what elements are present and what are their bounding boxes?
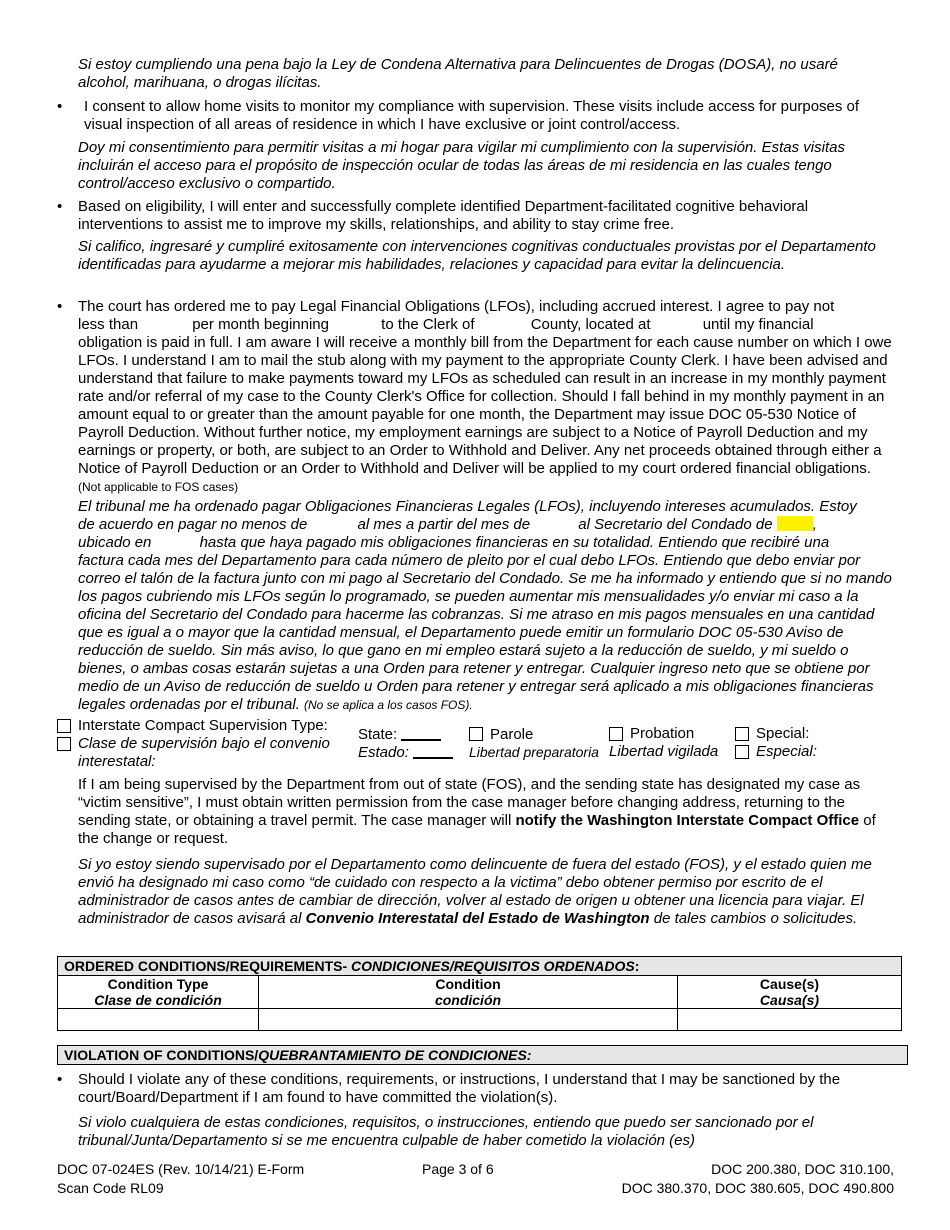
ordered-conditions-header [58,957,902,976]
lfo-en [78,298,893,496]
lfo-en-body [78,334,893,496]
footer-form-number: DOC 07-024ES (Rev. 10/14/21) E-Form [57,1161,305,1177]
lfo-es-ubicado: ubicado en [78,534,152,551]
violation-es: Si violo cualquiera de estas condiciones, requisitos, o instrucciones, entiendo que puedo ser sancionado por el tribunal/Junta/Departamento si se me encuentra culpable de haber cometido la violación (es) [78,1114,814,1149]
violation-header [57,1045,908,1065]
parole-label-es: Libertad preparatoria [469,744,599,760]
lfo-en-county-located: County, located at [530,316,651,333]
special-checkbox[interactable] [735,727,749,741]
interstate-checkbox-en[interactable] [57,719,71,733]
lfo-es-line3 [78,534,893,552]
parole-checkbox[interactable] [469,727,483,741]
fos-en-tail: of the change or request. [78,812,876,847]
violation-header-es: QUEBRANTAMIENTO DE CONDICIONES: [258,1047,532,1063]
bullet: • [57,298,63,315]
lfo-en-rest: obligation is paid in full. I am aware I will receive a monthly bill from the Department for each cause number on which I owe LFOs. I understand I am to mail the stub along with my payment to the appropriate County Clerk. I have been advised and understand that failure to make payments toward my LFOs as scheduled can result in an increase in my monthly payment rate and/or referral of my case to the County Clerk's Office for collection. Should I fall behind in my monthly payment in an amount equal to or greater than the amount payable for one month, the Department may issue DOC 05-530 Notice of Payroll Deduction. Without further notice, my employment earnings are subject to a Notice of Payroll Deduction and my earnings or property, or both, are subject to an Order to Withhold and Deliver. Any net proceeds obtained through either a Notice of Payroll Deduction or an Order to Withhold and Deliver will be applied to my court ordered financial obligations. [78,334,892,477]
cognitive-en: Based on eligibility, I will enter and successfully complete identified Department-facilitated cognitive behavioral interventions to assist me to improve my skills, relationships, and ability to stay crime free. [78,198,809,233]
condition-cell[interactable] [259,1009,678,1031]
bullet: • [57,1071,63,1088]
condition-type-cell[interactable] [58,1009,259,1031]
bullet: • [57,198,63,215]
special-label: Special: [756,725,810,742]
lfo-en-line1: The court has ordered me to pay Legal Financial Obligations (LFOs), including accrued interest. I agree to pay not [78,298,835,315]
lfo-es [78,498,893,714]
fos-es-bold: Convenio Interestatal del Estado de Washington [305,910,650,927]
ordered-header-en: ORDERED CONDITIONS/REQUIREMENTS- [64,958,348,974]
lfo-es-secretario: al Secretario del Condado de [578,516,773,533]
footer-page-number: Page 3 of 6 [422,1161,494,1177]
footer-policy-refs-2: DOC 380.370, DOC 380.605, DOC 490.800 [621,1180,894,1196]
ordered-conditions-table [57,956,902,1031]
col-condition [259,976,678,1009]
footer-policy-refs-1: DOC 200.380, DOC 310.100, [711,1161,894,1177]
cognitive-es: Si califico, ingresaré y cumpliré exitosamente con intervenciones cognitivas conductuales provistas por el Departamento identificadas para ayudarme a mejorar mis habilidades, relaciones y capacidad para evitar la delincuencia. [78,238,876,273]
lfo-es-al-mes: al mes a partir del mes de [357,516,531,533]
ordered-header-colon: : [634,958,640,974]
lfo-en-note: (Not applicable to FOS cases) [78,480,239,494]
lfo-es-body [78,552,893,714]
state-field-es[interactable] [413,743,453,759]
lfo-en-line2 [78,316,893,334]
home-visits-es: Doy mi consentimiento para permitir visitas a mi hogar para vigilar mi cumplimiento con la supervisión. Estas visitas incluirán el acceso para el propósito de inspección ocular de todas las áreas de mi residencia en las cuales tengo control/acceso exclusivo o compartido. [78,139,845,192]
col-condition-type-es: Clase de condición [94,992,222,1008]
col-causes-es: Causa(s) [759,992,820,1008]
lfo-es-line2: de acuerdo en pagar no menos de al mes a partir del mes de al Secretario del Condado de , [78,516,817,533]
special-label-es: Especial: [756,743,817,760]
lfo-es-line1: El tribunal me ha ordenado pagar Obligaciones Financieras Legales (LFOs), incluyendo intereses acumulados. Estoy [78,498,857,515]
state-label-en-text: State: [358,726,398,743]
fos-en [78,776,893,848]
state-label-es [358,743,453,762]
lfo-es-no-menos: de acuerdo en pagar no menos de [78,516,308,533]
causes-cell[interactable] [678,1009,902,1031]
interstate-type-en: Interstate Compact Supervision Type: [78,717,328,734]
state-field[interactable] [401,725,441,741]
fos-en-bold: notify the Washington Interstate Compact Office [515,812,860,829]
lfo-en-per-month: per month beginning [192,316,329,333]
lfo-en-clerk-of: to the Clerk of [381,316,475,333]
lfo-es-hasta: hasta que haya pagado mis obligaciones financieras en su totalidad. Entiendo que recibiré una [199,534,830,551]
state-label-es-text: Estado: [358,744,409,761]
probation-label: Probation [630,725,695,742]
violation-header-en: VIOLATION OF CONDITIONS/ [64,1047,259,1063]
fos-es-text: Si yo estoy siendo supervisado por el Departamento como delincuente de fuera del estado (FOS), y el estado quien me envió ha designado mi caso como “de cuidado con respecto a la victima” debo obtener permiso por escrito de el administrador de casos antes de cambiar de dirección, volver al estado de origen u obtener una licencia para viajar. El administrador de casos avisará al [78,856,872,927]
lfo-es-note: (No se aplica a los casos FOS). [304,698,473,712]
fos-es-tail: de tales cambios o solicitudes. [653,910,858,927]
fos-en-text: If I am being supervised by the Department from out of state (FOS), and the sending state has designated my case as “victim sensitive”, I must obtain written permission from the case manager before changing address, returning to the sending state, or obtaining a travel permit. The case manager will [78,776,861,829]
parole-label: Parole [490,726,534,743]
lfo-en-until: until my financial [702,316,814,333]
special-checkbox-es[interactable] [735,745,749,759]
col-condition-en: Condition [435,976,501,992]
lfo-es-rest: factura cada mes del Departamento para cada número de pleito por el cual debo LFOs. Entiendo que debo enviar por correo el talón de la factura junto con mi pago al Secretario del Condado. Se me ha informado y entiendo que si no mando los pagos cubriendo mis LFOs según lo programado, se pueden aumentar mis mensualidades y/o enviar mi caso a la oficina del Secretario del Condado para hacerme las cobranzas. Si me atraso en mis pagos mensuales en una cantidad que es igual a o mayor que la cantidad mensual, el Departamento puede emitir un formulario DOC 05-530 Aviso de reducción de sueldo. Sin más aviso, lo que gano en mi empleo estará sujeto a la reducción de sueldo, y mi sueldo o bienes, o ambas cosas estarán sujetas a una Orden para retener y entregar. Cualquier ingreso neto que se obtiene por medio de un Aviso de reducción de sueldo u Orden para retener y entregar será aplicado a mis obligaciones financieras legales ordenadas por el tribunal. [78,552,892,713]
lfo-en-less-than: less than [78,316,139,333]
col-condition-type [58,976,259,1009]
home-visits-en: I consent to allow home visits to monitor my compliance with supervision. These visits include access for purposes of visual inspection of all areas of residence in which I have exclusive or joint control/access. [84,98,860,133]
interstate-type-es-2: interestatal: [78,753,156,770]
violation-en: Should I violate any of these conditions, requirements, or instructions, I understand that I may be sanctioned by the court/Board/Department if I am found to have committed the violation(s). [78,1071,841,1106]
interstate-checkbox-es[interactable] [57,737,71,751]
probation-checkbox[interactable] [609,727,623,741]
county-field-es[interactable] [777,516,813,531]
col-causes [678,976,902,1009]
probation-label-es: Libertad vigilada [609,743,719,760]
col-causes-en: Cause(s) [759,976,820,992]
state-label-en [358,725,441,744]
dosa-text-es: Si estoy cumpliendo una pena bajo la Ley de Condena Alternativa para Delincuentes de Drogas (DOSA), no usaré alcohol, marihuana, o drogas ilícitas. [78,56,838,91]
interstate-type-es-1: Clase de supervisión bajo el convenio [78,735,330,752]
footer-scan-code: Scan Code RL09 [57,1180,164,1196]
col-condition-type-en: Condition Type [107,976,209,992]
fos-es [78,856,893,928]
bullet: • [57,98,63,115]
col-condition-es: condición [434,992,502,1008]
ordered-header-es: CONDICIONES/REQUISITOS ORDENADOS [351,958,635,974]
